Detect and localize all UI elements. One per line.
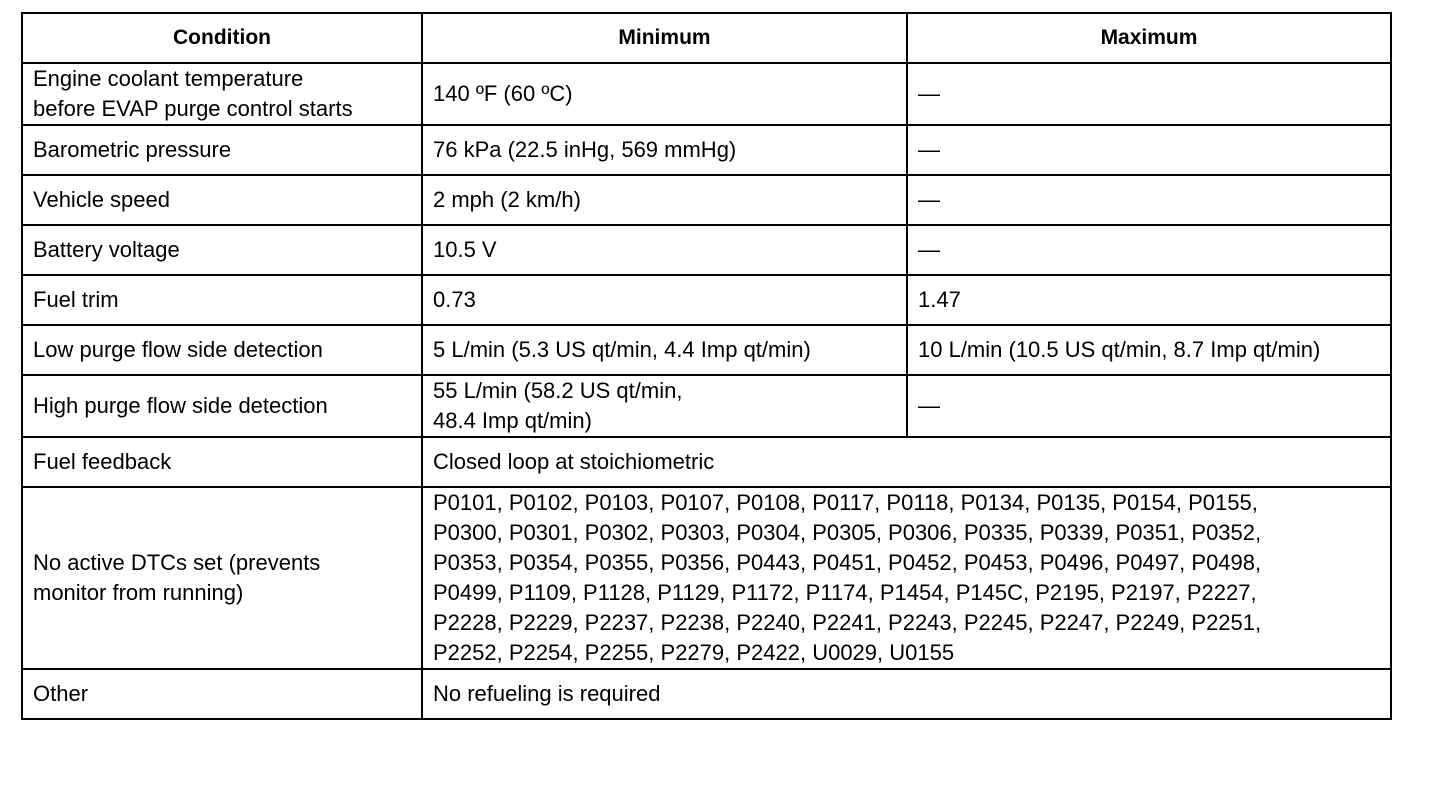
minimum-cell: [422, 375, 907, 437]
condition-cell: High purge flow side detection: [22, 375, 422, 437]
maximum-cell: —: [907, 375, 1391, 437]
minimum-cell: 140 ºF (60 ºC): [422, 63, 907, 125]
maximum-cell: —: [907, 225, 1391, 275]
dtc-line: P2228, P2229, P2237, P2238, P2240, P2241, P2243, P2245, P2247, P2249, P2251,: [433, 610, 1262, 635]
minimum-cell: 76 kPa (22.5 inHg, 569 mmHg): [422, 125, 907, 175]
maximum-cell: —: [907, 175, 1391, 225]
header-row: [22, 13, 1391, 63]
maximum-cell: —: [907, 63, 1391, 125]
condition-line: No active DTCs set (prevents: [33, 550, 321, 575]
table-row: [22, 487, 1391, 669]
value-cell: No refueling is required: [422, 669, 1391, 719]
header-condition: Condition: [22, 13, 422, 63]
minimum-cell: 2 mph (2 km/h): [422, 175, 907, 225]
maximum-cell: —: [907, 125, 1391, 175]
condition-line: before EVAP purge control starts: [33, 96, 353, 121]
table-row: [22, 325, 1391, 375]
condition-cell: Fuel feedback: [22, 437, 422, 487]
maximum-cell: 1.47: [907, 275, 1391, 325]
condition-line: Engine coolant temperature: [33, 66, 304, 91]
condition-cell: Battery voltage: [22, 225, 422, 275]
dtc-list-cell: [422, 487, 1391, 669]
table-row: [22, 437, 1391, 487]
table-row: [22, 63, 1391, 125]
minimum-line: 55 L/min (58.2 US qt/min,: [433, 378, 683, 403]
header-maximum: Maximum: [907, 13, 1391, 63]
condition-line: monitor from running): [33, 580, 244, 605]
header-minimum: Minimum: [422, 13, 907, 63]
table-row: [22, 175, 1391, 225]
condition-cell: [22, 63, 422, 125]
minimum-cell: 10.5 V: [422, 225, 907, 275]
dtc-line: P0300, P0301, P0302, P0303, P0304, P0305, P0306, P0335, P0339, P0351, P0352,: [433, 520, 1262, 545]
table-row: [22, 225, 1391, 275]
monitor-conditions-table: [21, 12, 1392, 720]
minimum-cell: 5 L/min (5.3 US qt/min, 4.4 Imp qt/min): [422, 325, 907, 375]
table-row: [22, 125, 1391, 175]
dtc-line: P0499, P1109, P1128, P1129, P1172, P1174, P1454, P145C, P2195, P2197, P2227,: [433, 580, 1257, 605]
dtc-line: P0101, P0102, P0103, P0107, P0108, P0117, P0118, P0134, P0135, P0154, P0155,: [433, 490, 1258, 515]
table-row: [22, 669, 1391, 719]
condition-cell: Fuel trim: [22, 275, 422, 325]
dtc-line: P0353, P0354, P0355, P0356, P0443, P0451, P0452, P0453, P0496, P0497, P0498,: [433, 550, 1262, 575]
maximum-cell: 10 L/min (10.5 US qt/min, 8.7 Imp qt/min): [907, 325, 1391, 375]
value-cell: Closed loop at stoichiometric: [422, 437, 1391, 487]
condition-cell: Low purge flow side detection: [22, 325, 422, 375]
table-row: [22, 275, 1391, 325]
condition-cell: [22, 487, 422, 669]
condition-cell: Vehicle speed: [22, 175, 422, 225]
condition-cell: Barometric pressure: [22, 125, 422, 175]
dtc-line: P2252, P2254, P2255, P2279, P2422, U0029, U0155: [433, 640, 955, 665]
minimum-cell: 0.73: [422, 275, 907, 325]
table-row: [22, 375, 1391, 437]
minimum-line: 48.4 Imp qt/min): [433, 408, 592, 433]
condition-cell: Other: [22, 669, 422, 719]
